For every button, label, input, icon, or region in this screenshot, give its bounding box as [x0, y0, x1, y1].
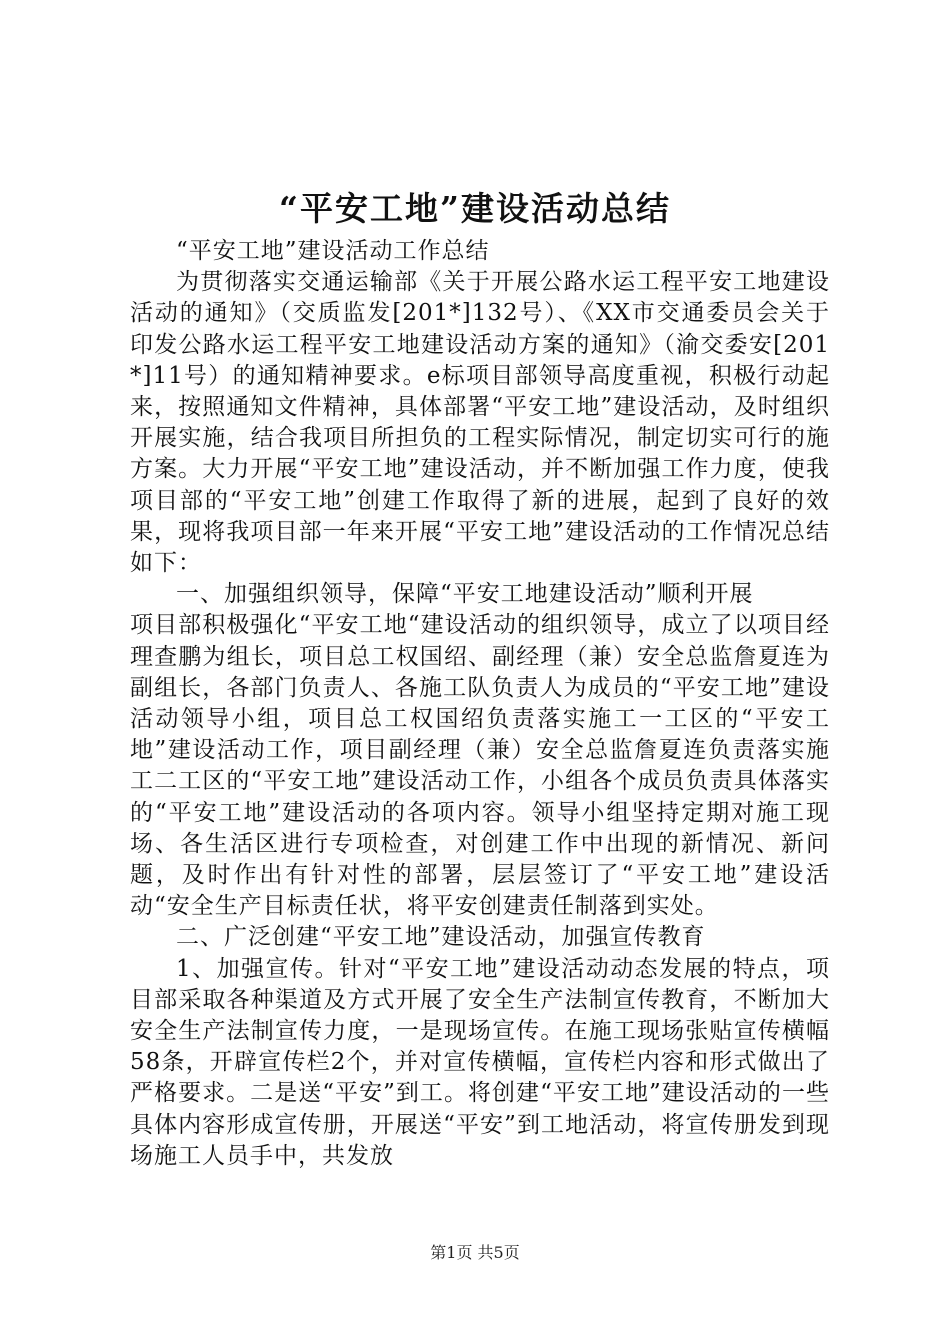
document-body [130, 236, 830, 1172]
section-heading-1: 一、加强组织领导，保障“平安工地建设活动”顺利开展 [176, 581, 754, 608]
section-heading-2: 二、广泛创建“平安工地”建设活动，加强宣传教育 [176, 924, 706, 951]
intro-paragraph: 为贯彻落实交通运输部《关于开展公路水运工程平安工地建设活动的通知》（交质监发[201*]132号）、《XX市交通委员会关于印发公路水运工程平安工地建设活动方案的通知》（渝交委安[201*]11号）的通知精神要求。e标项目部领导高度重视，积极行动起来，按照通知文件精神，具体部署“平安工地”建设活动，及时组织开展实施，结合我项目所担负的工程实际情况，制定切实可行的施方案。大力开展“平安工地”建设活动，并不断加强工作力度，使我项目部的“平安工地”创建工作取得了新的进展，起到了良好的效果，现将我项目部一年来开展“平安工地”建设活动的工作情况总结如下： [130, 269, 830, 577]
section-1-paragraph: 项目部积极强化“平安工地“建设活动的组织领导，成立了以项目经理查鹏为组长，项目总工权国绍、副经理（兼）安全总监詹夏连为副组长，各部门负责人、各施工队负责人为成员的“平安工地”建设活动领导小组，项目总工权国绍负责落实施工一工区的“平安工地”建设活动工作，项目副经理（兼）安全总监詹夏连负责落实施工二工区的“平安工地”建设活动工作，小组各个成员负责具体落实的“平安工地”建设活动的各项内容。领导小组坚持定期对施工现场、各生活区进行专项检查，对创建工作中出现的新情况、新问题，及时作出有针对性的部署，层层签订了“平安工地”建设活动“安全生产目标责任状，将平安创建责任制落到实处。 [130, 612, 830, 920]
document-title: “平安工地”建设活动总结 [279, 189, 671, 228]
page-footer: 第1页 共5页 [430, 1243, 520, 1262]
section-2-paragraph: 1、加强宣传。针对“平安工地”建设活动动态发展的特点，项目部采取各种渠道及方式开展了安全生产法制宣传教育，不断加大安全生产法制宣传力度，一是现场宣传。在施工现场张贴宣传横幅58条，开辟宣传栏2个，并对宣传横幅，宣传栏内容和形式做出了严格要求。二是送“平安”到工。将创建“平安工地”建设活动的一些具体内容形成宣传册，开展送“平安”到工地活动，将宣传册发到现场施工人员手中，共发放 [130, 955, 830, 1169]
subtitle-paragraph: “平安工地”建设活动工作总结 [176, 238, 490, 264]
